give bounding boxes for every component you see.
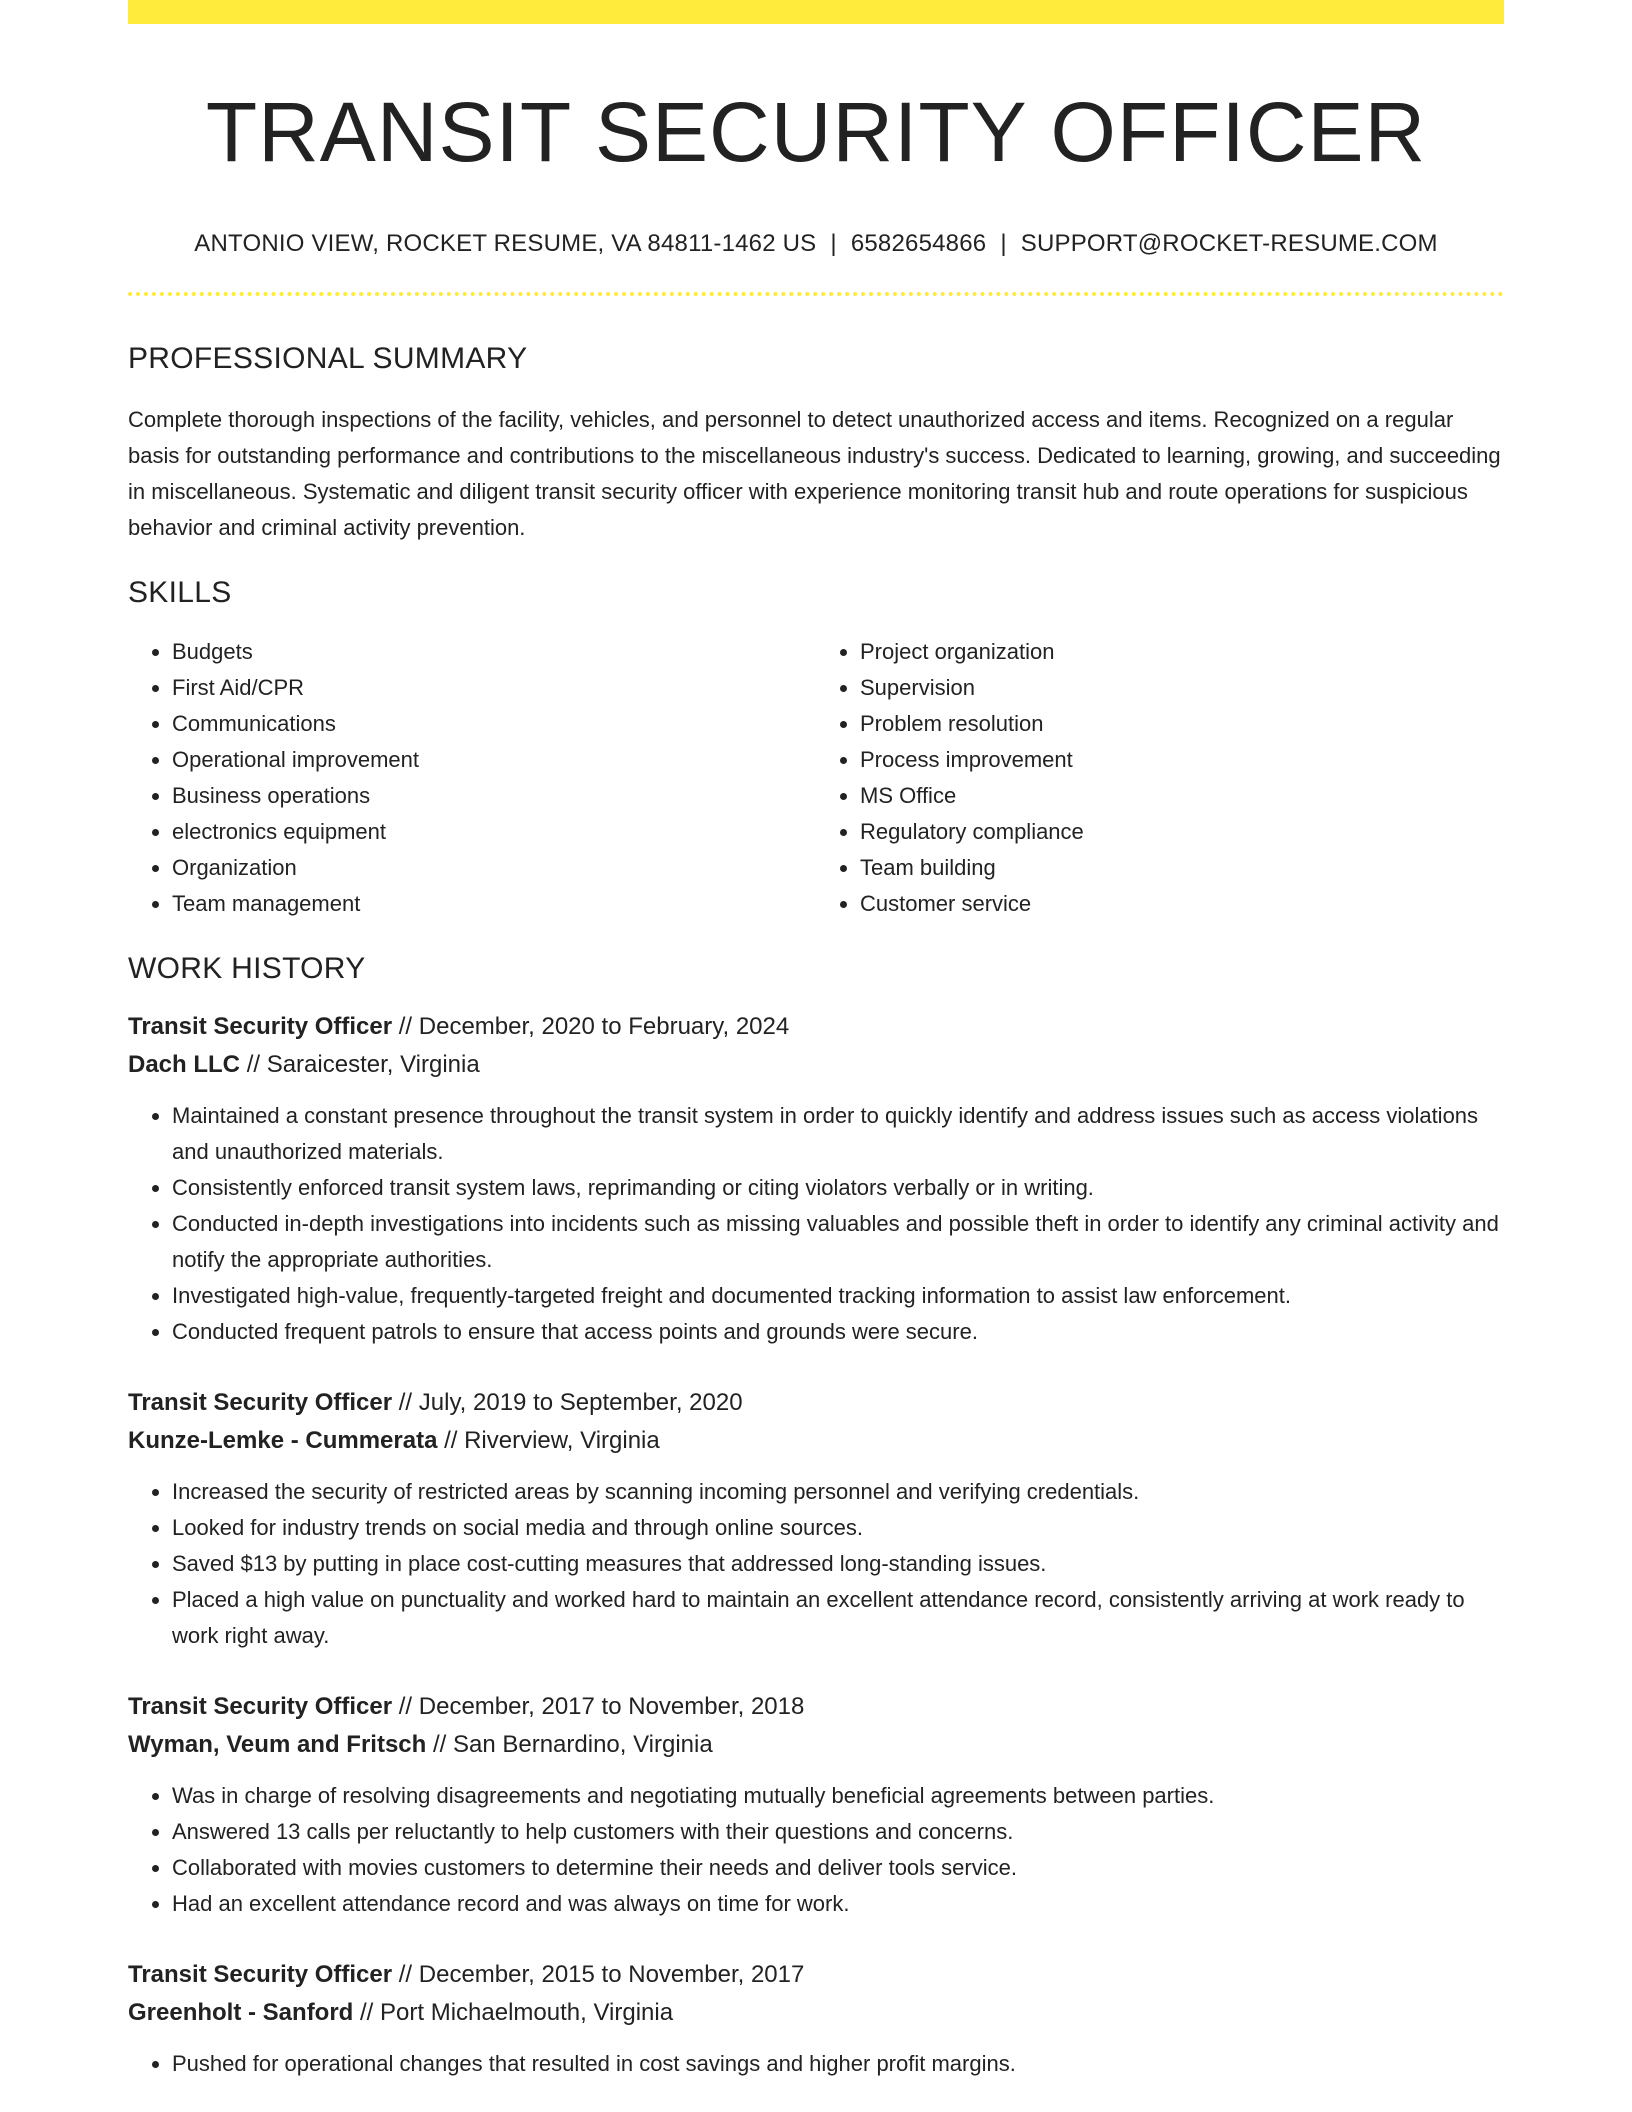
job-entry (128, 1956, 1504, 2082)
skill-item: • electronics equipment (172, 814, 816, 850)
skills-heading: SKILLS (128, 576, 232, 610)
summary-heading: PROFESSIONAL SUMMARY (128, 342, 528, 376)
skill-item: • Process improvement (860, 742, 1504, 778)
duty-item: • Had an excellent attendance record and was always on time for work. (172, 1886, 1504, 1922)
skills-list-right (816, 634, 1504, 922)
work-history-heading: WORK HISTORY (128, 952, 366, 986)
duty-item: • Consistently enforced transit system laws, reprimanding or citing violators verbally or in writing. (172, 1170, 1504, 1206)
job-location: // San Bernardino, Virginia (432, 1731, 713, 1759)
resume-title: TRANSIT SECURITY OFFICER (205, 85, 1427, 179)
job-duties (128, 2046, 1504, 2082)
skill-item: • Organization (172, 850, 816, 886)
skills-grid (128, 634, 1504, 922)
job-title-line (128, 1688, 1504, 1726)
accent-top-bar (128, 0, 1504, 24)
job-duties (128, 1098, 1504, 1350)
job-dates: // December, 2020 to February, 2024 (398, 1013, 790, 1041)
summary-text: Complete thorough inspections of the facility, vehicles, and personnel to detect unauthorized access and items. Recognized on a regular basis for outstanding performance and contributions to the miscellaneous industry's success. Dedicated to learning, growing, and succeeding in miscellaneous. Systematic and diligent transit security officer with experience monitoring transit hub and route operations for suspicious behavior and criminal activity prevention. (128, 407, 1501, 541)
duty-item: • Conducted in-depth investigations into incidents such as missing valuables and possible theft in order to identify any criminal activity and notify the appropriate authorities. (172, 1206, 1504, 1278)
job-company-line (128, 1422, 1504, 1460)
skills-list-left (128, 634, 816, 922)
duty-item: • Placed a high value on punctuality and worked hard to maintain an excellent attendance record, consistently arriving at work ready to work right away. (172, 1582, 1504, 1654)
job-entry (128, 1688, 1504, 1922)
job-dates: // December, 2015 to November, 2017 (398, 1961, 805, 1989)
job-entry (128, 1384, 1504, 1654)
job-title-line (128, 1956, 1504, 1994)
contact-separator: | (1000, 230, 1007, 258)
contact-address: ANTONIO VIEW, ROCKET RESUME, VA 84811-1462 US (194, 230, 817, 258)
job-title: Transit Security Officer (128, 1389, 393, 1417)
job-company: Dach LLC (128, 1051, 241, 1079)
skill-item: • Communications (172, 706, 816, 742)
skill-item: • Supervision (860, 670, 1504, 706)
duty-item: • Saved $13 by putting in place cost-cutting measures that addressed long-standing issues. (172, 1546, 1504, 1582)
job-company: Greenholt - Sanford (128, 1999, 354, 2027)
job-company: Wyman, Veum and Fritsch (128, 1731, 427, 1759)
skill-item: • Team management (172, 886, 816, 922)
job-entry (128, 1008, 1504, 1350)
contact-phone: 6582654866 (850, 230, 987, 258)
contact-email: SUPPORT@ROCKET-RESUME.COM (1020, 230, 1438, 258)
job-location: // Port Michaelmouth, Virginia (360, 1999, 674, 2027)
skill-item: • Team building (860, 850, 1504, 886)
job-dates: // July, 2019 to September, 2020 (398, 1389, 743, 1417)
duty-item: • Increased the security of restricted areas by scanning incoming personnel and verifying credentials. (172, 1474, 1504, 1510)
job-title: Transit Security Officer (128, 1961, 393, 1989)
skill-item: • Budgets (172, 634, 816, 670)
resume-page (128, 0, 1504, 2082)
duty-item: • Was in charge of resolving disagreements and negotiating mutually beneficial agreements between parties. (172, 1778, 1504, 1814)
duty-item: • Looked for industry trends on social media and through online sources. (172, 1510, 1504, 1546)
skill-item: • MS Office (860, 778, 1504, 814)
job-location: // Saraicester, Virginia (246, 1051, 480, 1079)
job-company-line (128, 1046, 1504, 1084)
skill-item: • Project organization (860, 634, 1504, 670)
duty-item: • Investigated high-value, frequently-targeted freight and documented tracking information to assist law enforcement. (172, 1278, 1504, 1314)
skill-item: • Business operations (172, 778, 816, 814)
duty-item: • Maintained a constant presence throughout the transit system in order to quickly identify and address issues such as access violations and unauthorized materials. (172, 1098, 1504, 1170)
job-company-line (128, 1726, 1504, 1764)
job-title: Transit Security Officer (128, 1013, 393, 1041)
job-location: // Riverview, Virginia (444, 1427, 660, 1455)
skill-item: • Operational improvement (172, 742, 816, 778)
dotted-divider (128, 292, 1504, 296)
duty-item: • Pushed for operational changes that resulted in cost savings and higher profit margins. (172, 2046, 1504, 2082)
job-company: Kunze-Lemke - Cummerata (128, 1427, 438, 1455)
skill-item: • Customer service (860, 886, 1504, 922)
duty-item: • Conducted frequent patrols to ensure that access points and grounds were secure. (172, 1314, 1504, 1350)
skill-item: • Regulatory compliance (860, 814, 1504, 850)
job-title: Transit Security Officer (128, 1693, 393, 1721)
job-title-line (128, 1384, 1504, 1422)
contact-line (128, 230, 1504, 258)
job-dates: // December, 2017 to November, 2018 (398, 1693, 805, 1721)
duty-item: • Collaborated with movies customers to determine their needs and deliver tools service. (172, 1850, 1504, 1886)
skill-item: • First Aid/CPR (172, 670, 816, 706)
job-company-line (128, 1994, 1504, 2032)
job-duties (128, 1474, 1504, 1654)
duty-item: • Answered 13 calls per reluctantly to help customers with their questions and concerns. (172, 1814, 1504, 1850)
contact-separator: | (830, 230, 837, 258)
skill-item: • Problem resolution (860, 706, 1504, 742)
job-title-line (128, 1008, 1504, 1046)
job-duties (128, 1778, 1504, 1922)
